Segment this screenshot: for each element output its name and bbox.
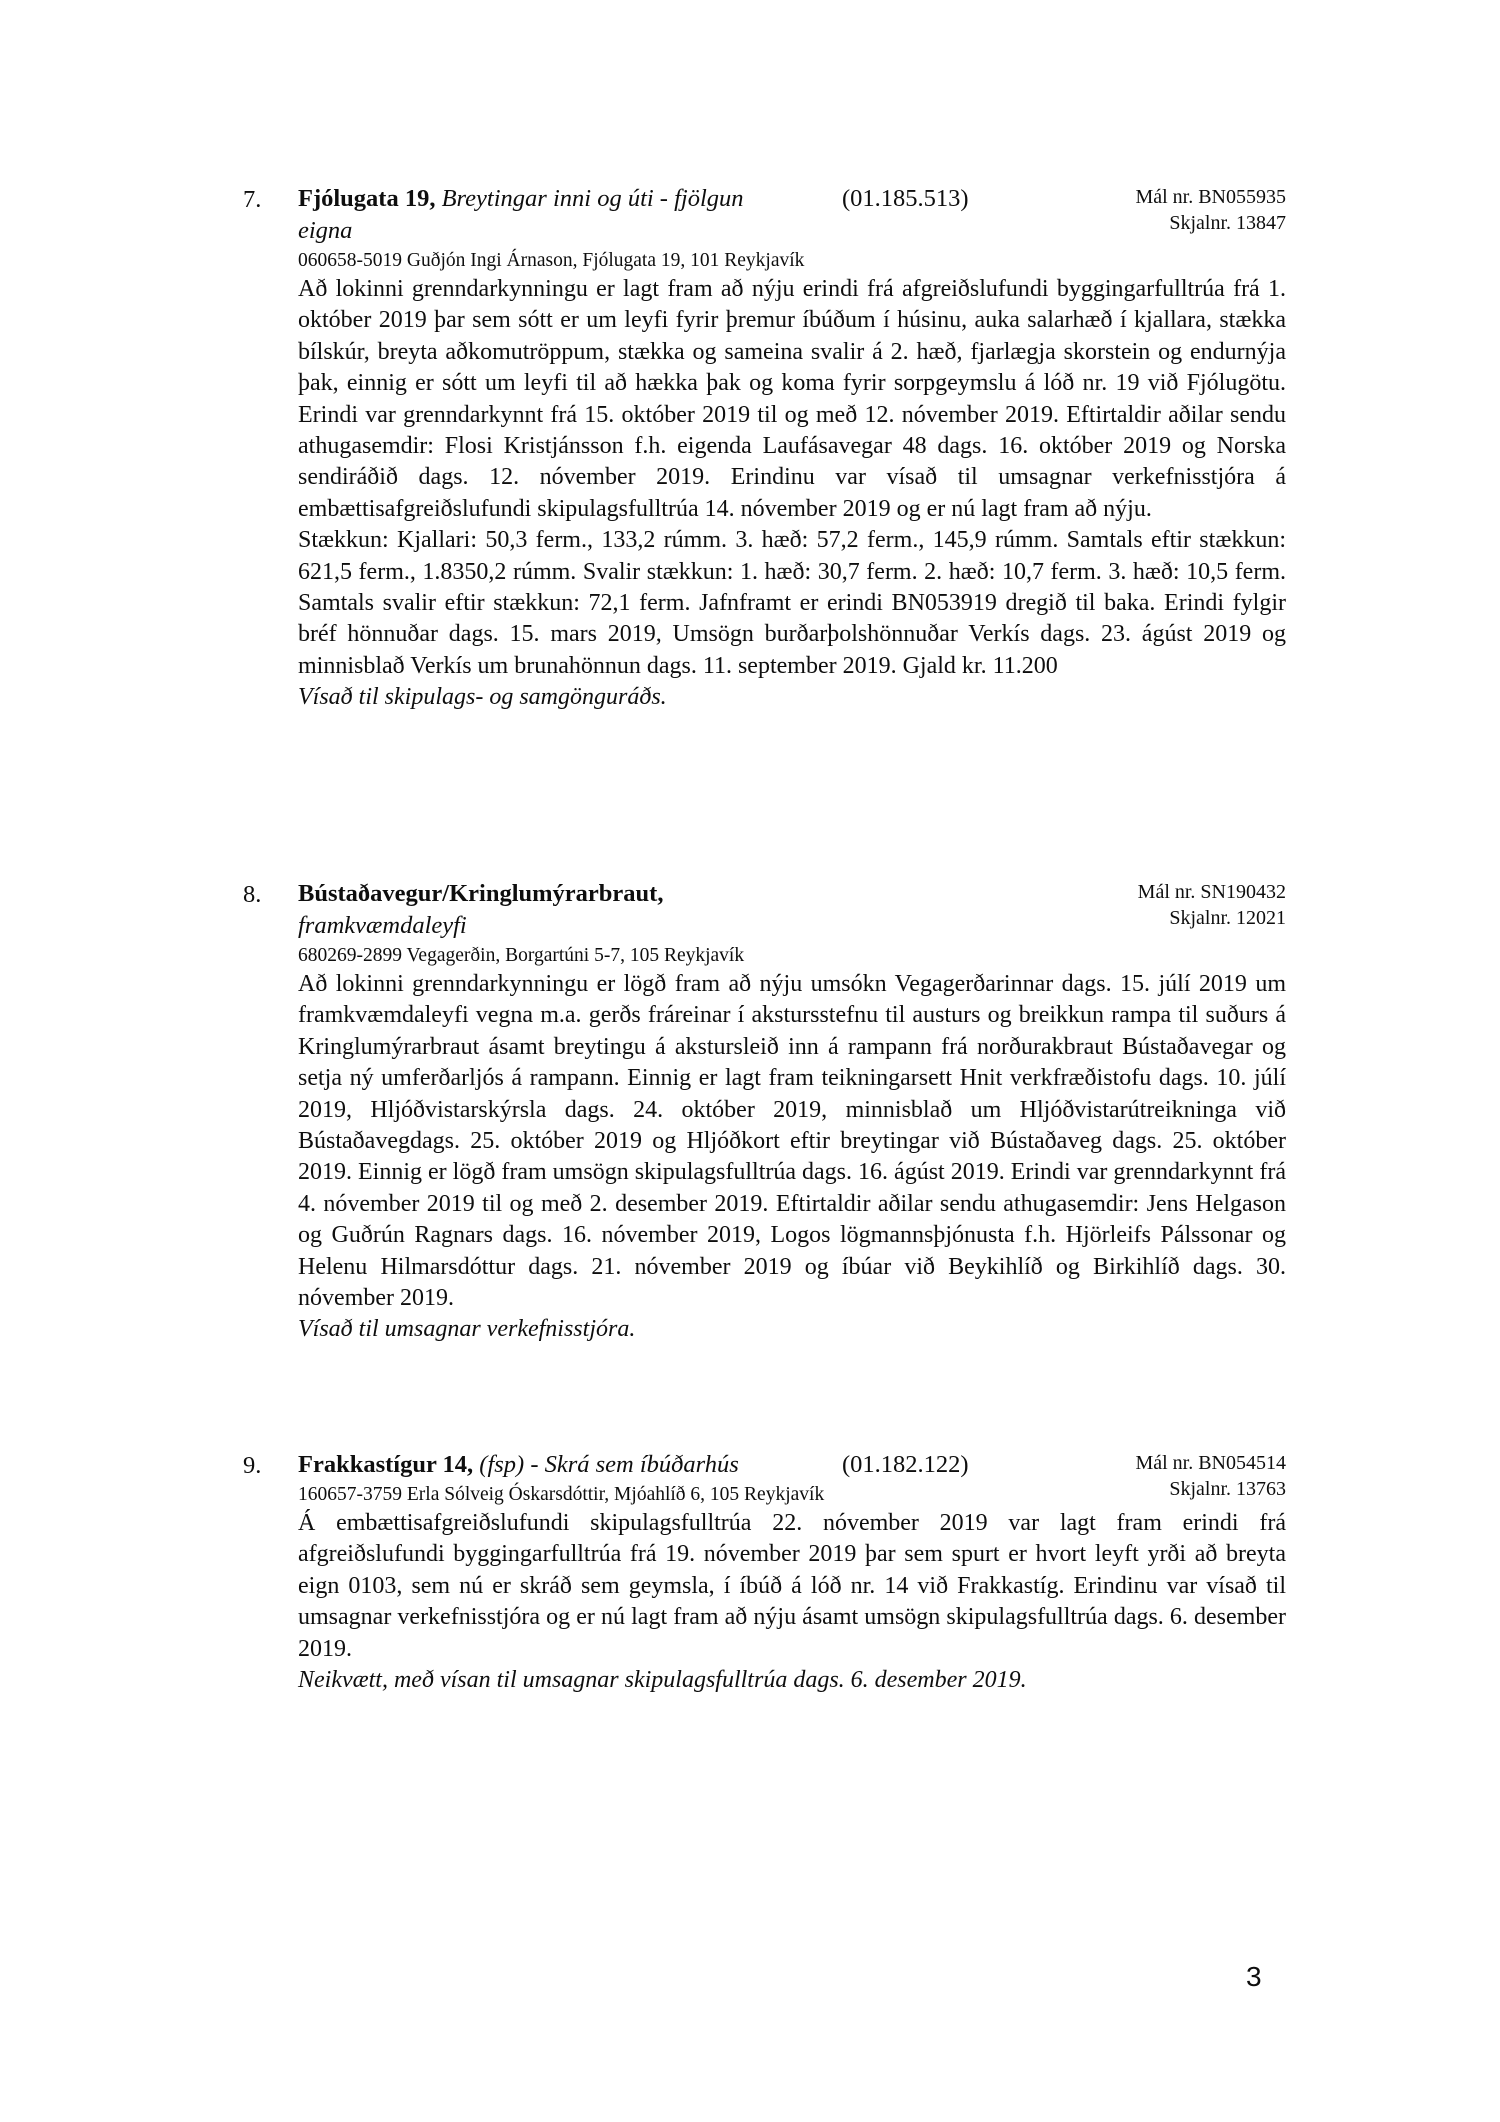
conclusion-text: Neikvætt, með vísan til umsagnar skipulagsfulltrúa dags. 6. desember 2019. [298,1667,1027,1694]
document-number: Skjalnr. 12021 [1169,906,1286,929]
conclusion-text: Vísað til skipulags- og samgönguráðs. [298,684,667,711]
registrant-line: 680269-2899 Vegagerðin, Borgartúni 5-7, 105 Reykjavík [298,945,745,966]
document-number: Skjalnr. 13847 [1169,211,1286,234]
item-number: 9. [243,1452,262,1479]
agenda-item-8 [243,878,1286,1346]
item-paragraph: Að lokinni grenndarkynningu er lögð fram að nýju umsókn Vegagerðarinnar dags. 15. júlí 2019 um framkvæmdaleyfi vegna m.a. gerðs fráreinar í akstursstefnu til austurs og breikkun rampa til suðurs á Kringlumýrarbraut ásamt breytingu á akstursleið inn á rampann frá norðurakbraut Bústaðavegar og setja ný umferðarljós á rampann. Einnig er lagt fram teikningarsett Hnit verkfræðistofu dags. 10. júlí 2019, Hljóðvistarskýrsla dags. 24. október 2019, minnisblað um Hljóðvistarútreikninga við Bústaðavegdags. 25. október 2019 og Hljóðkort eftir breytingar við Bústaðaveg dags. 25. október 2019. Einnig er lögð fram umsögn skipulagsfulltrúa dags. 16. ágúst 2019. Erindi var grenndarkynnt frá 4. nóvember 2019 til og með 2. desember 2019. Eftirtaldir aðilar sendu athugasemdir: Jens Helgason og Guðrún Ragnars dags. 16. nóvember 2019, Logos lögmannsþjónusta f.h. Hjörleifs Pálssonar og Helenu Hilmarsdóttur dags. 21. nóvember 2019 og íbúar við Beykihlíð og Birkihlíð dags. 30. nóvember 2019. [298,971,1286,1312]
item-text [298,274,1286,714]
document-number: Skjalnr. 13763 [1169,1477,1286,1500]
item-text [298,1508,1286,1696]
item-paragraph: Á embættisafgreiðslufundi skipulagsfulltrúa 22. nóvember 2019 var lagt fram erindi frá afgreiðslufundi byggingarfulltrúa frá 19. nóvember 2019 þar sem spurt er hvort leyft yrði að breyta eign 0103, sem nú er skráð sem geymsla, í íbúð á lóð nr. 14 við Frakkastíg. Erindinu var vísað til umsagnar verkefnisstjóra og er nú lagt fram að nýju ásamt umsögn skipulagsfulltrúa dags. 6. desember 2019. [298,1510,1286,1662]
case-number: Mál nr. BN054514 [1135,1452,1286,1474]
registrant-line: 060658-5019 Guðjón Ingi Árnason, Fjólugata 19, 101 Reykjavík [298,250,805,271]
title-type: (fsp) - Skrá sem íbúðarhús [479,1451,739,1478]
case-reference [1135,1451,1286,1502]
title-type: Breytingar inni og úti - fjölgun eigna [298,185,744,244]
conclusion-text: Vísað til umsagnar verkefnisstjóra. [298,1316,636,1343]
item-number: 7. [243,186,262,213]
item-title [298,1449,768,1481]
title-address: Fjólugata 19, [298,185,436,212]
title-type: framkvæmdaleyfi [298,912,467,939]
item-title [298,878,768,942]
case-number: Mál nr. SN190432 [1137,881,1286,903]
title-address: Frakkastígur 14, [298,1451,474,1478]
item-content [298,1449,1286,1696]
page-number: 3 [1246,1961,1262,1992]
case-reference [1135,185,1286,236]
case-code: (01.182.122) [842,1451,969,1478]
item-number: 8. [243,881,262,908]
item-title [298,183,768,247]
item-header [298,878,1286,942]
item-content [298,878,1286,1346]
case-number: Mál nr. BN055935 [1135,186,1286,208]
item-paragraph: Að lokinni grenndarkynningu er lagt fram að nýju erindi frá afgreiðslufundi byggingarfulltrúa frá 1. október 2019 þar sem sótt er um leyfi fyrir þremur íbúðum í húsinu, auka salarhæð í kjallara, stækka bílskúr, breyta aðkomutröppum, stækka og sameina svalir á 2. hæð, fjarlægja skorstein og endurnýja þak, einnig er sótt um leyfi til að hækka þak og koma fyrir sorpgeymslu á lóð nr. 19 við Fjólugötu. Erindi var grenndarkynnt frá 15. október 2019 til og með 12. nóvember 2019. Eftirtaldir aðilar sendu athugasemdir: Flosi Kristjánsson f.h. eigenda Laufásavegar 48 dags. 16. október 2019 og Norska sendiráðið dags. 12. nóvember 2019. Erindinu var vísað til umsagnar verkefnisstjóra á embættisafgreiðslufundi skipulagsfulltrúa 14. nóvember 2019 og er nú lagt fram að nýju. [298,276,1286,522]
item-paragraph: Stækkun: Kjallari: 50,3 ferm., 133,2 rúmm. 3. hæð: 57,2 ferm., 145,9 rúmm. Samtals eftir stækkun: 621,5 ferm., 1.8350,2 rúmm. Svalir stækkun: 1. hæð: 30,7 ferm. 2. hæð: 10,7 ferm. 3. hæð: 10,5 ferm. Samtals svalir eftir stækkun: 72,1 ferm. Jafnframt er erindi BN053919 dregið til baka. Erindi fylgir bréf hönnuðar dags. 15. mars 2019, Umsögn burðarþolshönnuðar Verkís dags. 23. ágúst 2019 og minnisblað Verkís um brunahönnun dags. 11. september 2019. Gjald kr. 11.200 [298,527,1286,679]
item-header [298,183,1286,247]
item-content [298,183,1286,714]
agenda-item-7 [243,183,1286,714]
item-text [298,969,1286,1346]
agenda-item-9 [243,1449,1286,1696]
case-code: (01.185.513) [842,185,969,212]
title-address: Bústaðavegur/Kringlumýrarbraut, [298,880,664,907]
case-reference [1138,880,1286,931]
registrant-line: 160657-3759 Erla Sólveig Óskarsdóttir, Mjóahlíð 6, 105 Reykjavík [298,1484,825,1505]
